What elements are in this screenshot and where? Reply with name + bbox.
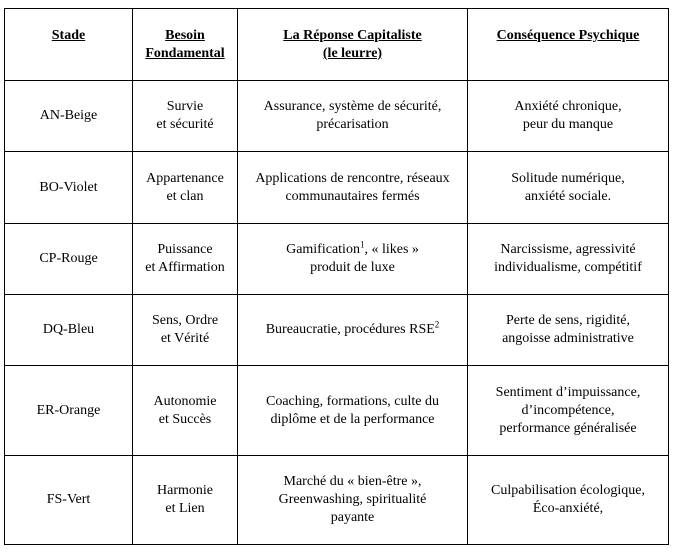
reponse-cell	[238, 456, 468, 545]
stade-cell	[5, 224, 133, 295]
consequence-line: Culpabilisation écologique,	[491, 483, 645, 498]
besoin-line: et clan	[166, 188, 204, 204]
reponse-line: Greenwashing, spiritualité	[278, 492, 427, 507]
stade-label: FS-Vert	[46, 492, 91, 507]
besoin-cell	[133, 456, 238, 545]
reponse-cell	[238, 81, 468, 152]
consequence-line: individualisme, compétitif	[494, 260, 642, 275]
besoin-cell	[133, 152, 238, 224]
consequence-line: performance généralisée	[499, 420, 637, 436]
consequence-line: Éco-anxiété,	[532, 501, 604, 516]
header-consequence	[468, 9, 669, 81]
reponse-cell	[238, 224, 468, 295]
consequence-cell	[468, 224, 669, 295]
stade-cell	[5, 456, 133, 545]
reponse-line: produit de luxe	[310, 260, 395, 275]
stade-label: AN-Beige	[39, 108, 98, 123]
footnote-ref[interactable]: 2	[434, 319, 440, 330]
stade-cell	[5, 152, 133, 224]
besoin-line: Harmonie	[157, 483, 213, 498]
besoin-line: et Vérité	[160, 331, 210, 346]
table-row	[5, 456, 669, 545]
reponse-line	[244, 321, 461, 339]
consequence-line: Perte de sens, rigidité,	[505, 313, 631, 328]
stade-label: ER-Orange	[36, 402, 101, 418]
reponse-line: Marché du « bien-être »,	[283, 474, 422, 489]
consequence-cell	[468, 456, 669, 545]
besoin-cell	[133, 366, 238, 456]
reponse-line: Assurance, système de sécurité,	[263, 99, 442, 114]
besoin-line: et Affirmation	[145, 260, 225, 275]
reponse-line	[244, 241, 461, 259]
reponse-cell	[238, 295, 468, 366]
besoin-cell	[133, 224, 238, 295]
header-stade-label: Stade	[51, 28, 86, 43]
consequence-line: Anxiété chronique,	[514, 99, 622, 114]
header-reponse-line1: La Réponse Capitaliste	[283, 28, 422, 43]
consequence-cell	[468, 366, 669, 456]
reponse-line: payante	[330, 510, 375, 525]
reponse-text: , « likes »	[364, 242, 419, 257]
consequence-cell	[468, 295, 669, 366]
footnote-ref[interactable]: 1	[359, 239, 365, 250]
reponse-line: Applications de rencontre, réseaux	[255, 170, 450, 186]
besoin-line: et Succès	[158, 411, 212, 427]
besoin-line: Sens, Ordre	[151, 313, 219, 328]
header-stade	[5, 9, 133, 81]
header-reponse-line2: (le leurre)	[322, 46, 383, 61]
stade-cell	[5, 295, 133, 366]
header-besoin	[133, 9, 238, 81]
stade-cell	[5, 366, 133, 456]
consequence-line: d’incompétence,	[521, 402, 615, 418]
besoin-cell	[133, 81, 238, 152]
table-row	[5, 224, 669, 295]
table-row	[5, 81, 669, 152]
consequence-cell	[468, 152, 669, 224]
consequence-line: Sentiment d’impuissance,	[495, 384, 641, 400]
table-row	[5, 366, 669, 456]
besoin-line: Survie	[166, 99, 204, 114]
consequence-line: Narcissisme, agressivité	[500, 242, 636, 257]
header-besoin-line1: Besoin	[165, 28, 205, 43]
consequence-line: Solitude numérique,	[511, 170, 625, 186]
table-row	[5, 152, 669, 224]
reponse-text: Bureaucratie, procédures RSE	[265, 322, 435, 337]
stade-label: CP-Rouge	[39, 251, 98, 266]
header-row	[5, 9, 669, 81]
besoin-cell	[133, 295, 238, 366]
table-row	[5, 295, 669, 366]
besoin-line: et Lien	[165, 501, 205, 516]
reponse-line: diplôme et de la performance	[270, 411, 435, 427]
reponse-line: Coaching, formations, culte du	[265, 393, 440, 409]
reponse-line: communautaires fermés	[285, 188, 420, 204]
besoin-line: et sécurité	[156, 117, 214, 132]
header-reponse	[238, 9, 468, 81]
reponse-cell	[238, 152, 468, 224]
stade-label: BO-Violet	[39, 179, 98, 195]
reponse-line: précarisation	[316, 117, 389, 132]
consequence-line: peur du manque	[522, 117, 614, 132]
consequence-line: anxiété sociale.	[524, 188, 612, 204]
besoin-line: Puissance	[157, 242, 213, 257]
reponse-cell	[238, 366, 468, 456]
consequence-cell	[468, 81, 669, 152]
besoin-line: Appartenance	[146, 170, 224, 186]
consequence-line: angoisse administrative	[502, 331, 634, 346]
reponse-text: Gamification	[286, 242, 360, 257]
header-besoin-line2: Fondamental	[145, 46, 225, 61]
spiral-capitalism-table	[4, 8, 669, 545]
header-consequence-label: Conséquence Psychique	[496, 28, 640, 43]
stade-cell	[5, 81, 133, 152]
besoin-line: Autonomie	[153, 393, 217, 409]
stade-label: DQ-Bleu	[42, 322, 95, 337]
